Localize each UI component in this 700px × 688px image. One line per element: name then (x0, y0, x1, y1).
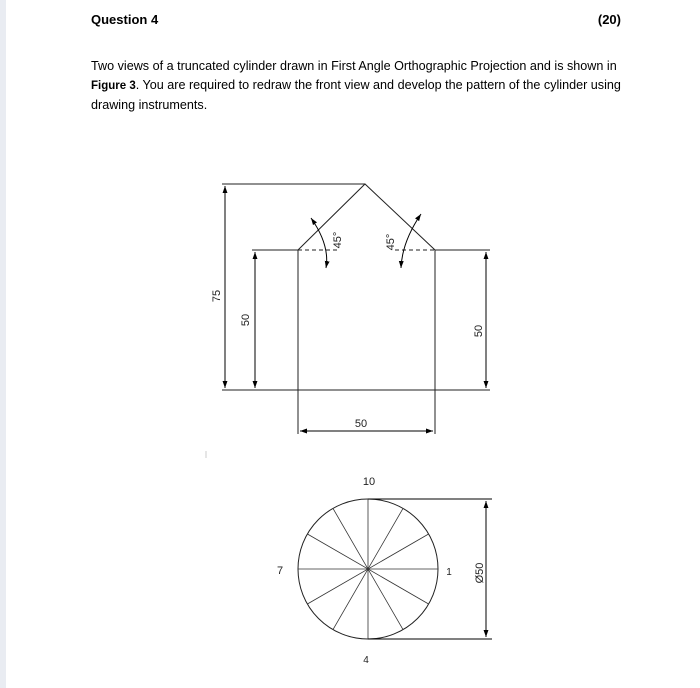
point-label-10: 10 (362, 476, 376, 488)
point-label-4: 4 (363, 655, 369, 666)
circle-division-lines (298, 499, 438, 639)
dim-label-50-right: 50 (473, 324, 485, 338)
point-label-1: 1 (446, 567, 452, 578)
dim-label-50-left: 50 (240, 313, 252, 327)
dim-label-75: 75 (211, 289, 223, 303)
angle-label-right: 45° (385, 233, 397, 251)
question-text-part2: . You are required to redraw the front view and develop the pattern of the cylinder using drawing instruments. (91, 78, 621, 112)
question-text-part1: Two views of a truncated cylinder drawn in First Angle Orthographic Projection and is shown in (91, 59, 617, 73)
front-view-outline (298, 184, 435, 390)
question-marks: (20) (597, 12, 621, 27)
angle-label-left: 45° (332, 231, 344, 249)
point-label-7: 7 (276, 565, 284, 577)
dim-label-50-width: 50 (354, 418, 368, 430)
angle-arc-right (401, 214, 421, 268)
figure-reference: Figure 3 (91, 80, 136, 92)
question-title: Question 4 (91, 12, 159, 27)
angle-arc-left (311, 218, 327, 268)
dim-label-diameter: Ø50 (474, 562, 486, 584)
